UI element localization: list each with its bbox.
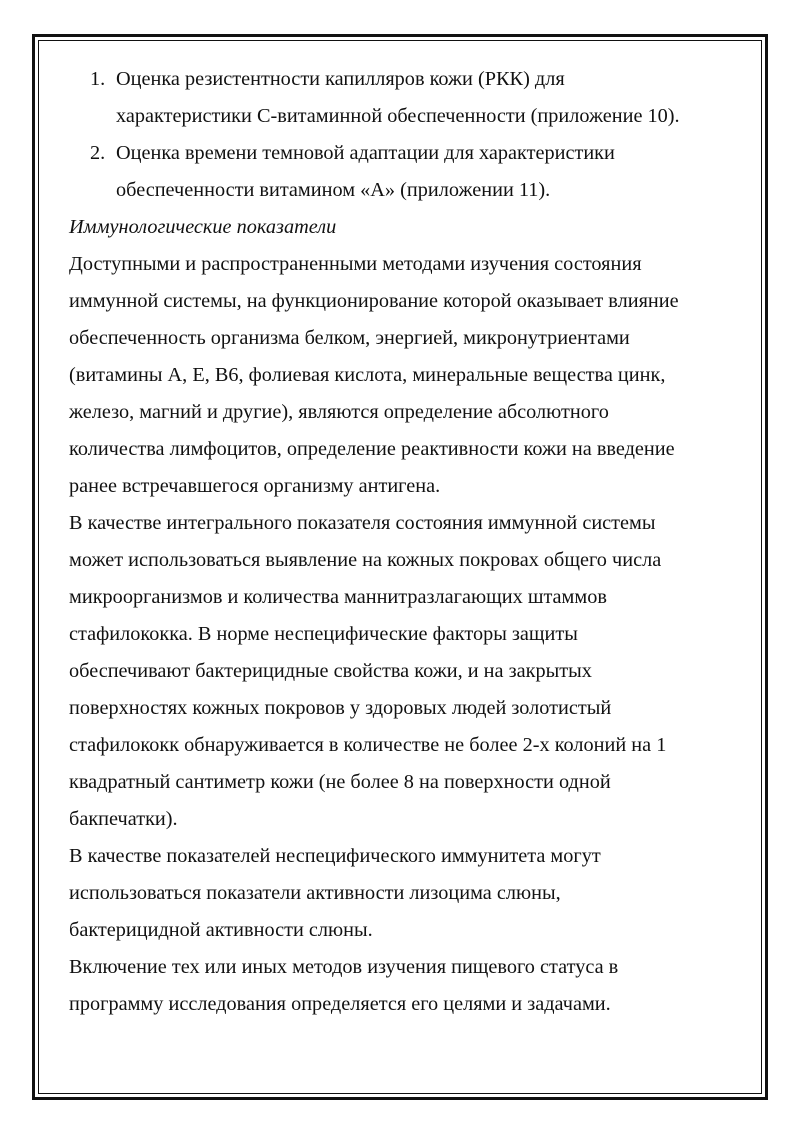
list-item [90,61,749,135]
paragraph-line: бакпечатки). [69,808,178,830]
paragraph-line: В качестве интегрального показателя состояния иммунной системы [69,512,656,534]
paragraph-line: ранее встречавшегося организму антигена. [69,475,441,497]
list-item-line: Оценка резистентности капилляров кожи (РКК) для [116,68,565,90]
paragraph-line: Включение тех или иных методов изучения пищевого статуса в [69,956,619,978]
paragraph-line: (витамины А, Е, В6, фолиевая кислота, минеральные вещества цинк, [69,364,666,386]
list-item-line: характеристики С-витаминной обеспеченности (приложение 10). [116,105,680,127]
paragraph-line: микроорганизмов и количества маннитразлагающих штаммов [69,586,607,608]
paragraph-line: стафилококка. В норме неспецифические факторы защиты [69,623,578,645]
section-heading: Иммунологические показатели [69,216,337,238]
paragraph-line: поверхностях кожных покровов у здоровых людей золотистый [69,697,612,719]
paragraph [69,505,749,838]
paragraph-line: количества лимфоцитов, определение реактивности кожи на введение [69,438,675,460]
paragraph [69,246,749,505]
list-item-line: Оценка времени темновой адаптации для характеристики [116,142,615,164]
paragraph-line: использоваться показатели активности лизоцима слюны, [69,882,561,904]
paragraph-line: В качестве показателей неспецифического иммунитета могут [69,845,601,867]
paragraph-line: железо, магний и другие), являются определение абсолютного [69,401,609,423]
paragraph-line: обеспеченность организма белком, энергией, микронутриентами [69,327,630,349]
paragraph-line: Доступными и распространенными методами изучения состояния [69,253,642,275]
paragraph [69,949,749,1023]
paragraph-line: обеспечивают бактерицидные свойства кожи, и на закрытых [69,660,592,682]
numbered-list [69,61,749,209]
list-item-line: обеспеченности витамином «А» (приложении 11). [116,179,551,201]
paragraph-line: программу исследования определяется его целями и задачами. [69,993,611,1015]
list-item-number: 1. [90,68,106,90]
document-body [69,61,749,1023]
paragraph-line: может использоваться выявление на кожных покровах общего числа [69,549,662,571]
list-item-number: 2. [90,142,106,164]
paragraph [69,838,749,949]
paragraph-line: иммунной системы, на функционирование которой оказывает влияние [69,290,679,312]
paragraph-line: стафилококк обнаруживается в количестве не более 2-х колоний на 1 [69,734,667,756]
list-item [90,135,749,209]
paragraph-line: бактерицидной активности слюны. [69,919,373,941]
paragraph-line: квадратный сантиметр кожи (не более 8 на поверхности одной [69,771,611,793]
